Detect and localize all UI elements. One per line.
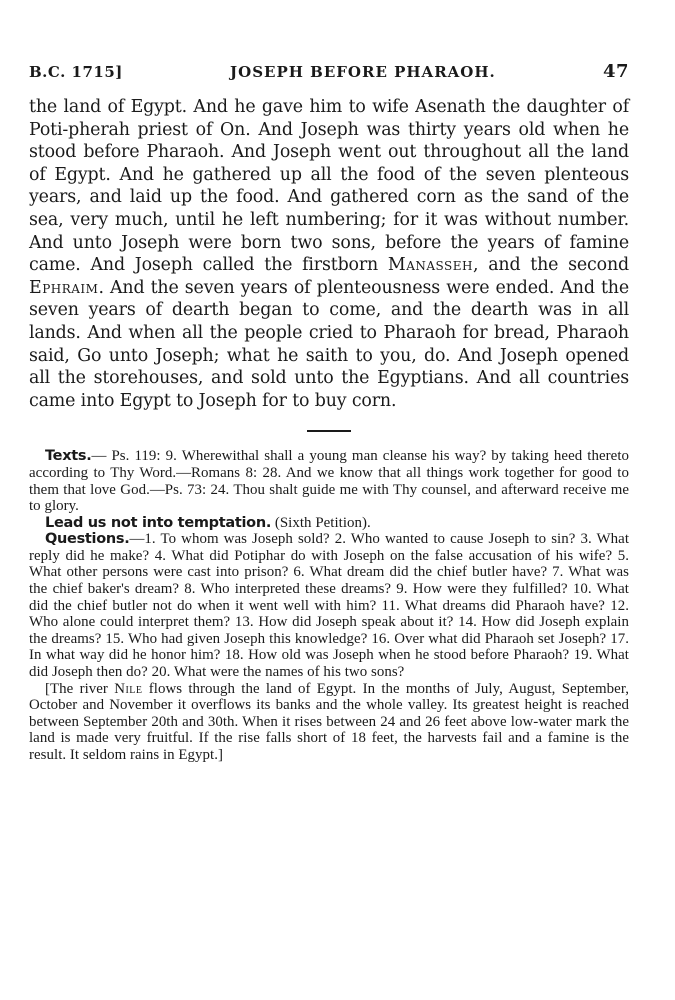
- name-ephraim: Ephraim: [29, 277, 99, 298]
- petition-note: (Sixth Petition).: [271, 514, 371, 531]
- texts-dash: —: [91, 448, 112, 465]
- nile-note-paragraph: [29, 681, 629, 764]
- header-title: JOSEPH BEFORE PHARAOH.: [230, 63, 496, 81]
- name-manasseh: Manasseh: [387, 255, 474, 276]
- study-section: [29, 448, 629, 763]
- nile-name: Nile: [114, 680, 143, 697]
- running-header: [29, 58, 629, 86]
- questions-paragraph: [29, 531, 629, 680]
- texts-content: Ps. 119: 9. Wherewithal shall a young man cleanse his way? by taking heed thereto according to Thy Word.—Romans 8: 28. And we know that all things work together for good to them that love God.—Ps. 73: 24. Thou shalt guide me with Thy counsel, and afterward receive me to glory.: [29, 448, 629, 515]
- page-number: 47: [602, 61, 629, 82]
- section-divider: [307, 430, 351, 432]
- texts-label: Texts.: [45, 448, 92, 465]
- body-text-part2: , and the second: [473, 255, 629, 276]
- body-text-part3: . And the seven years of plenteousness were ended. And the seven years of dearth began to come, and the dearth was in all lands. And when all the people cried to Pharaoh for bread, Pharaoh said, Go unto Joseph; what he saith to you, do. And Joseph opened all the storehouses, and sold unto the Egyptians. And all countries came into Egypt to Joseph for to buy corn.: [29, 277, 629, 411]
- body-paragraph: [29, 96, 629, 412]
- petition-label: Lead us not into temptation.: [45, 514, 272, 531]
- petition-paragraph: [29, 515, 629, 532]
- questions-content: —1. To whom was Joseph sold? 2. Who wanted to cause Joseph to sin? 3. What reply did he make? 4. What did Potiphar do with Joseph on the false accusation of his wife? 5. What other persons were cast into prison? 6. What dream did the chief butler have? 7. What was the chief baker's dream? 8. Who interpreted these dreams? 9. How were they fulfilled? 10. What did the chief butler not do when it went well with him? 11. What dreams did Pharaoh have? 12. Who alone could interpret them? 13. How did Joseph speak about it? 14. How did Joseph explain the dreams? 15. Who had given Joseph this knowledge? 16. Over what did Pharaoh set Joseph? 17. In what way did he honor him? 18. How old was Joseph when he stood before Pharaoh? 19. What did Joseph then do? 20. What were the names of his two sons?: [29, 531, 629, 681]
- body-text-part1: the land of Egypt. And he gave him to wife Asenath the daughter of Poti-pherah priest of On. And Joseph was thirty years old when he stood before Pharaoh. And Joseph went out throughout all the land of Egypt. And he gathered up all the food of the seven plenteous years, and laid up the food. And gathered corn as the sand of the sea, very much, until he left numbering; for it was without number. And unto Joseph were born two sons, before the years of famine came. And Joseph called the firstborn: [29, 97, 629, 276]
- book-page: [29, 58, 629, 764]
- note-part1: [The river: [45, 680, 115, 697]
- note-part2: flows through the land of Egypt. In the months of July, August, September, October and November it overflows its banks and the whole valley. Its greatest height is reached between September 20th and 30th. When it rises between 24 and 26 feet above low-water mark the land is made very fruitful. If the rise falls short of 18 feet, the harvests fail and a famine is the result. It seldom rains in Egypt.]: [29, 680, 630, 763]
- questions-label: Questions.: [45, 531, 130, 548]
- header-date: B.C. 1715]: [29, 63, 123, 81]
- texts-paragraph: [29, 448, 629, 514]
